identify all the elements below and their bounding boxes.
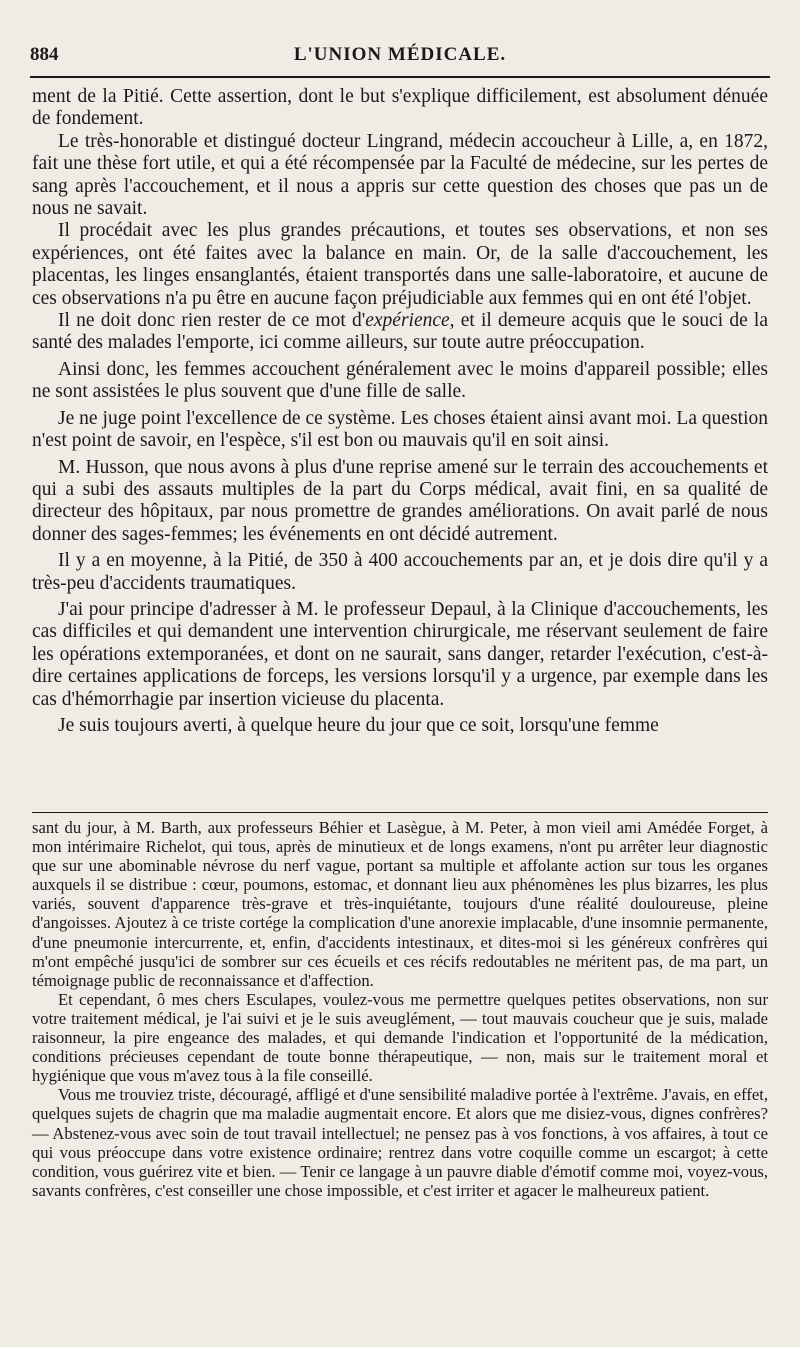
paragraph-3: Il procédait avec les plus grandes précautions, et toutes ses observations, et non ses expériences, ont été faites avec la balance en main. Or, de la salle d'accouchement, les placentas, les linges ensanglantés, étaient transportés dans une salle-laboratoire, et aucune de ces observations n'a pu être en aucune façon préjudiciable aux femmes qui en ont été l'objet. <box>32 220 768 309</box>
paragraph-4 <box>32 310 768 355</box>
main-text <box>32 86 768 737</box>
italic-term: expérience <box>365 310 450 332</box>
paragraph-4-end: , et il demeure acquis que le souci de la santé des malades l'emporte, ici comme ailleurs, sur toute autre préoccupation. <box>32 310 768 354</box>
footnote-paragraph-3: Vous me trouviez triste, découragé, affligé et d'une sensibilité maladive portée à l'extrême. J'avais, en effet, quelques sujets de chagrin que ma maladie augmentait encore. Et alors que me disiez-vous, dignes confrères? — Abstenez-vous avec soin de tout travail intellectuel; ne pensez pas à vos fonctions, à vos affaires, à tout ce qui vous préoccupe dans votre existence ordinaire; rentrez dans votre coquille comme un escargot; à cette condition, vous guérirez vite et bien. — Tenir ce langage à un pauvre diable d'émotif comme moi, voyez-vous, savants confrères, c'est conseiller une chose impossible, et c'est irriter et agacer le malheureux patient. <box>32 1085 768 1200</box>
footnote-paragraph-1: sant du jour, à M. Barth, aux professeurs Béhier et Lasègue, à M. Peter, à mon vieil ami Amédée Forget, à mon intérimaire Richelot, qui tous, après de minutieux et de longs examens, n'ont pu arrêter leur diagnostic que sur une abominable névrose du nerf vague, portant sa multiple et affolante action sur tous les organes auxquels il se distribue : cœur, poumons, estomac, et donnant lieu aux phénomènes les plus bizarres, les plus variés, souvent d'apparence très-grave et très-inquiétante, toujours d'une réalité douloureuse, pleine d'angoisses. Ajoutez à ce triste cortége la complication d'une anorexie implacable, d'une insomnie permanente, d'une pneumonie intercurrente, et, enfin, d'accidents intestinaux, et dites-moi si les généreux confrères qui m'ont empêché jusqu'ici de sombrer sur ces écueils et ces récifs redoutables ne méritent pas, de ma part, un témoignage public de reconnaissance et d'affection. <box>32 818 768 990</box>
footnote-text <box>32 818 768 1200</box>
paragraph-8: Il y a en moyenne, à la Pitié, de 350 à 400 accouchements par an, et je dois dire qu'il y a très-peu d'accidents traumatiques. <box>32 550 768 594</box>
paragraph-9: J'ai pour principe d'adresser à M. le professeur Depaul, à la Clinique d'accouchements, les cas difficiles et qui demandent une intervention chirurgicale, me réservant seulement de faire les opérations extemporanées, et dont on ne saurait, sans danger, retarder l'exécution, c'est-à-dire certaines applications de forceps, les versions lorsqu'il y a urgence, par exemple dans les cas d'hémorrhagie par insertion vicieuse du placenta. <box>32 598 768 710</box>
running-title: L'UNION MÉDICALE. <box>293 44 507 65</box>
footnote-rule <box>32 812 768 813</box>
paragraph-10: Je suis toujours averti, à quelque heure du jour que ce soit, lorsqu'une femme <box>58 714 659 736</box>
paragraph-1: ment de la Pitié. Cette assertion, dont le but s'explique difficilement, est absolument dénuée de fondement. <box>32 86 768 130</box>
page-number: 884 <box>30 44 59 65</box>
paragraph-6: Je ne juge point l'excellence de ce système. Les choses étaient ainsi avant moi. La question n'est point de savoir, en l'espèce, s'il est bon ou mauvais qu'il en soit ainsi. <box>32 407 768 452</box>
paragraph-7: M. Husson, que nous avons à plus d'une reprise amené sur le terrain des accouchements et qui a subi des assauts multiples de la part du Corps médical, avait fini, en sa qualité de directeur des hôpitaux, par nous promettre de grandes améliorations. On avait parlé de nous donner des sages-femmes; les événements en ont décidé autrement. <box>32 456 768 545</box>
header-rule <box>30 76 770 78</box>
page-header <box>30 42 770 72</box>
paragraph-5: Ainsi donc, les femmes accouchent généralement avec le moins d'appareil possible; elles ne sont assistées le plus souvent que d'une fille de salle. <box>32 358 768 403</box>
paragraph-4-start: Il ne doit donc rien rester de ce mot d' <box>58 310 366 332</box>
paragraph-2: Le très-honorable et distingué docteur Lingrand, médecin accoucheur à Lille, a, en 1872, fait une thèse fort utile, et qui a été récompensée par la Faculté de médecine, sur les pertes de sang après l'accouchement, et il nous a appris sur cette question des choses que pas un de nous ne savait. <box>32 130 768 220</box>
footnote-paragraph-2: Et cependant, ô mes chers Esculapes, voulez-vous me permettre quelques petites observations, non sur votre traitement médical, je l'ai suivi et je le suis aveuglément, — tout mauvais coucheur que je suis, malade raisonneur, la pire engeance des malades, et qui demande l'indication et l'opportunité de la médication, conditions précieuses cependant de toute bonne thérapeutique, — non, mais sur le traitement moral et hygiénique que vous m'avez tous à la file conseillé. <box>32 989 768 1086</box>
